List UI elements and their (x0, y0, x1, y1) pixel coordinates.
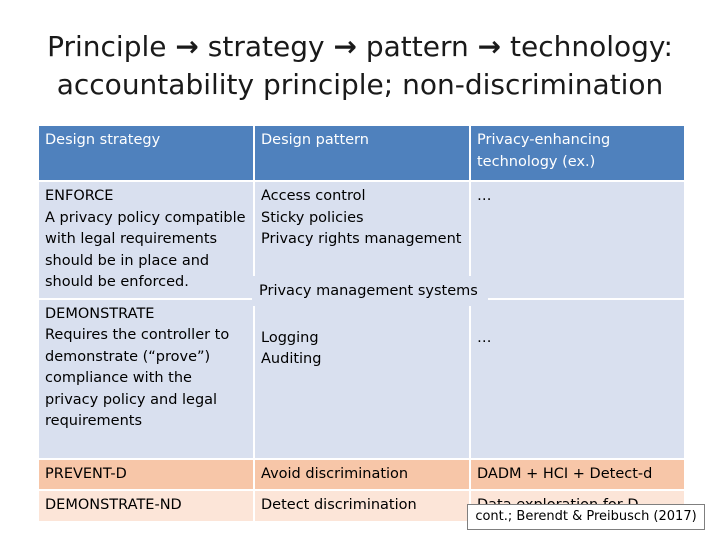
strategy-cell (38, 299, 254, 459)
arrow-right-icon: → (333, 30, 357, 63)
strategy-cell (38, 181, 254, 299)
technology-cell: … (470, 181, 685, 299)
pattern-cell: Avoid discrimination (254, 459, 470, 491)
strategy-line: compliance with the (45, 370, 192, 386)
strategy-line: Requires the controller to (45, 327, 230, 343)
header-design-strategy: Design strategy (38, 125, 254, 181)
technology-cell: … (470, 299, 685, 459)
pattern-line: Privacy rights management (261, 231, 462, 247)
spanning-pattern-cell: Privacy management systems (252, 276, 488, 306)
title-line-1 (20, 28, 700, 66)
title-pattern: pattern (365, 30, 469, 63)
pattern-cell (254, 299, 470, 459)
table-row (38, 459, 685, 491)
header-pet: Privacy-enhancing technology (ex.) (470, 125, 685, 181)
table-row (38, 299, 685, 459)
strategy-cell: PREVENT-D (38, 459, 254, 491)
strategy-line: with legal requirements (45, 231, 218, 247)
pattern-line: Sticky policies (261, 209, 364, 226)
technology-cell: DADM + HCI + Detect-d (470, 459, 685, 491)
strategy-line: privacy policy and legal (45, 391, 218, 408)
strategy-line: requirements (45, 413, 143, 429)
title-strategy: strategy (207, 30, 325, 63)
strategy-line: DEMONSTRATE (45, 305, 155, 322)
strategy-cell: DEMONSTRATE-ND (38, 490, 254, 522)
strategy-line: should be enforced. (45, 274, 189, 290)
arrow-right-icon: → (175, 30, 199, 63)
header-design-pattern: Design pattern (254, 125, 470, 181)
strategy-line: demonstrate (“prove”) (45, 348, 211, 365)
title-technology: technology: (510, 30, 673, 63)
citation-box: cont.; Berendt & Preibusch (2017) (467, 504, 705, 530)
pattern-line: Auditing (261, 351, 322, 367)
pattern-line: Access control (261, 188, 366, 204)
title-line-2: accountability principle; non-discrimination (56, 68, 664, 101)
title-principle: Principle (47, 30, 167, 63)
strategy-line: should be in place and (45, 252, 210, 269)
arrow-right-icon: → (477, 30, 502, 63)
strategy-line: ENFORCE (45, 188, 114, 204)
table-header-row (38, 125, 685, 181)
strategy-line: A privacy policy compatible (45, 209, 246, 226)
pattern-line: Logging (261, 329, 319, 346)
pattern-cell: Detect discrimination (254, 490, 470, 522)
slide-title (20, 28, 700, 104)
strategy-table (37, 124, 686, 523)
